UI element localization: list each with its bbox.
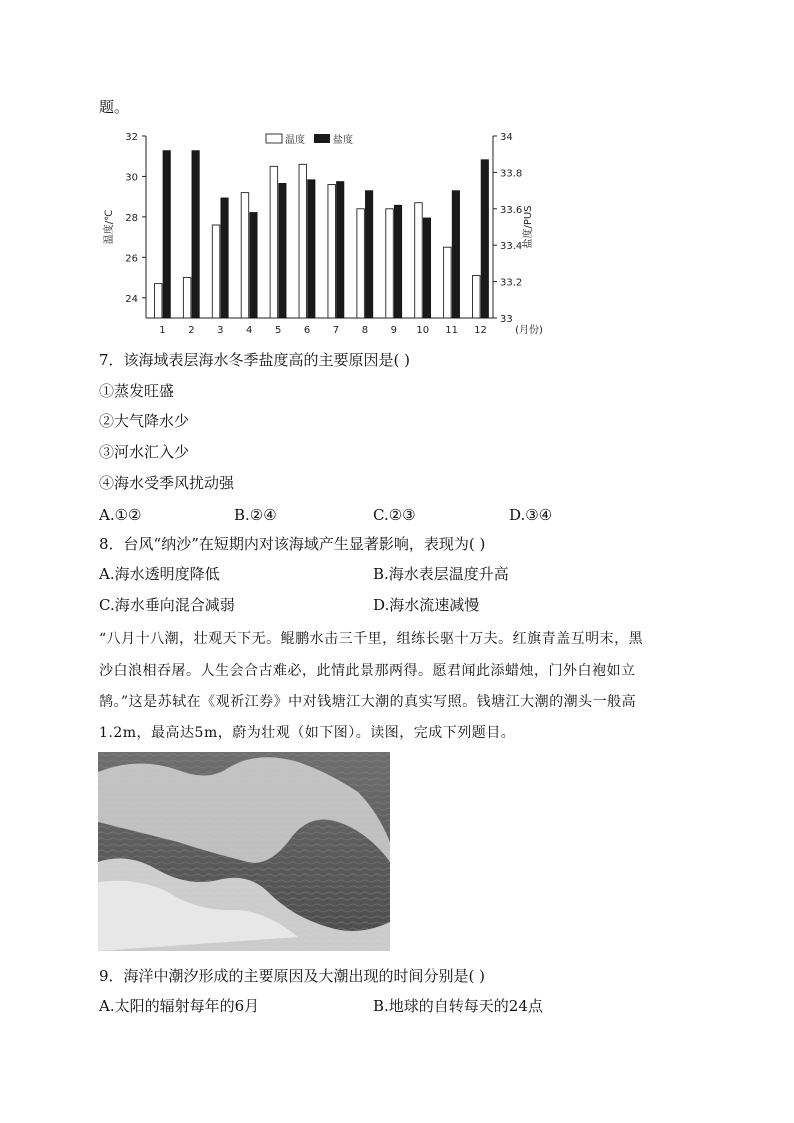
q7-stem: 7．该海域表层海水冬季盐度高的主要原因是( ) (99, 351, 411, 369)
q8-option-b[interactable]: B.海水表层温度升高 (373, 565, 509, 583)
right-tick-label: 34 (500, 132, 513, 143)
salinity-bar (279, 183, 287, 318)
right-tick-label: 33.8 (500, 168, 523, 180)
x-axis-unit: (月份) (515, 325, 543, 336)
left-tick-label: 32 (125, 132, 138, 143)
right-tick-label: 33.2 (500, 277, 523, 289)
salinity-bar (423, 218, 431, 318)
x-tick-label: 2 (188, 325, 195, 336)
salinity-bar (221, 198, 229, 318)
x-tick-label: 1 (159, 325, 166, 336)
salinity-bar (308, 180, 316, 318)
q7-item-3: ③河水汇入少 (99, 443, 190, 461)
passage-line-1: “八月十八潮，壮观天下无。鲲鹏水击三千里，组练长驱十万夫。红旗青盖互明末，黑 (99, 631, 644, 647)
right-tick-label: 33.6 (500, 204, 523, 216)
temperature-bar (241, 193, 249, 318)
passage-line-4: 1.2m，最高达5m，蔚为壮观（如下图）。读图，完成下列题目。 (99, 725, 516, 741)
salinity-bar (481, 160, 489, 318)
salinity-bar (365, 191, 373, 318)
passage-line-2: 沙白浪相吞屠。人生会合古难必，此情此景那两得。愿君闻此添蜡烛，门外白袍如立 (99, 663, 636, 679)
salinity-bar (163, 151, 171, 318)
q8-stem: 8．台风“纳沙”在短期内对该海域产生显著影响，表现为( ) (99, 535, 486, 553)
legend-label-salinity: 盐度 (333, 135, 353, 146)
temperature-bar (183, 278, 191, 318)
salinity-bar (452, 191, 460, 318)
q9-option-a[interactable]: A.太阳的辐射每年的6月 (99, 997, 260, 1015)
x-tick-label: 9 (390, 325, 397, 336)
q8-option-a[interactable]: A.海水透明度降低 (99, 565, 220, 583)
x-tick-label: 5 (274, 325, 282, 336)
q9-option-b[interactable]: B.地球的自转每天的24点 (373, 997, 543, 1015)
chart-bars (154, 151, 488, 318)
q7-item-1: ①蒸发旺盛 (99, 382, 175, 400)
passage-line-3: 鹄。”这是苏轼在《观祈江券》中对钱塘江大潮的真实写照。钱塘江大潮的潮头一般高 (99, 694, 637, 710)
x-tick-label: 7 (332, 325, 340, 336)
q7-option-d[interactable]: D.③④ (509, 506, 553, 524)
right-tick-label: 33 (500, 314, 513, 325)
q9-stem: 9．海洋中潮汐形成的主要原因及大潮出现的时间分别是( ) (99, 967, 486, 985)
x-tick-label: 4 (246, 325, 253, 336)
legend-label-temperature: 温度 (285, 135, 305, 146)
x-tick-label: 6 (303, 325, 311, 336)
q7-option-c[interactable]: C.②③ (373, 506, 416, 524)
temperature-bar (444, 247, 452, 318)
salinity-bar (250, 212, 257, 318)
legend-swatch-salinity (314, 134, 330, 143)
temperature-bar (415, 203, 423, 318)
q7-item-4: ④海水受季风扰动强 (99, 474, 235, 492)
x-tick-label: 10 (416, 325, 430, 336)
temperature-bar (212, 225, 220, 318)
temperature-bar (473, 276, 481, 318)
left-axis-title: 温度/℃ (104, 209, 115, 245)
salinity-bar (192, 151, 200, 318)
salinity-bar (336, 182, 344, 319)
x-tick-label: 3 (217, 325, 224, 336)
legend-swatch-temperature (266, 134, 282, 143)
left-tick-label: 30 (125, 172, 138, 184)
q7-item-2: ②大气降水少 (99, 412, 190, 430)
tidal-bore-photo (98, 752, 390, 951)
q8-option-c[interactable]: C.海水垂向混合减弱 (99, 596, 235, 614)
salinity-bar (394, 205, 402, 318)
q7-option-b[interactable]: B.②④ (234, 506, 277, 524)
x-tick-label: 11 (445, 325, 458, 336)
left-tick-label: 26 (125, 253, 138, 265)
temperature-bar (299, 164, 307, 318)
left-tick-label: 24 (125, 293, 138, 305)
q8-option-d[interactable]: D.海水流速减慢 (373, 596, 480, 614)
x-tick-label: 12 (474, 325, 487, 336)
temperature-bar (328, 185, 336, 318)
q7-option-a[interactable]: A.①② (99, 506, 142, 524)
temperature-bar (270, 166, 278, 318)
temperature-bar (357, 209, 365, 318)
right-tick-label: 33.4 (500, 241, 523, 253)
left-tick-label: 28 (125, 212, 138, 224)
temperature-bar (386, 209, 394, 318)
header-fragment: 题。 (99, 98, 130, 116)
x-tick-label: 8 (361, 325, 369, 336)
right-axis-title: 盐度/PUS (523, 205, 534, 249)
temperature-salinity-chart (98, 128, 543, 344)
temperature-bar (154, 284, 162, 318)
